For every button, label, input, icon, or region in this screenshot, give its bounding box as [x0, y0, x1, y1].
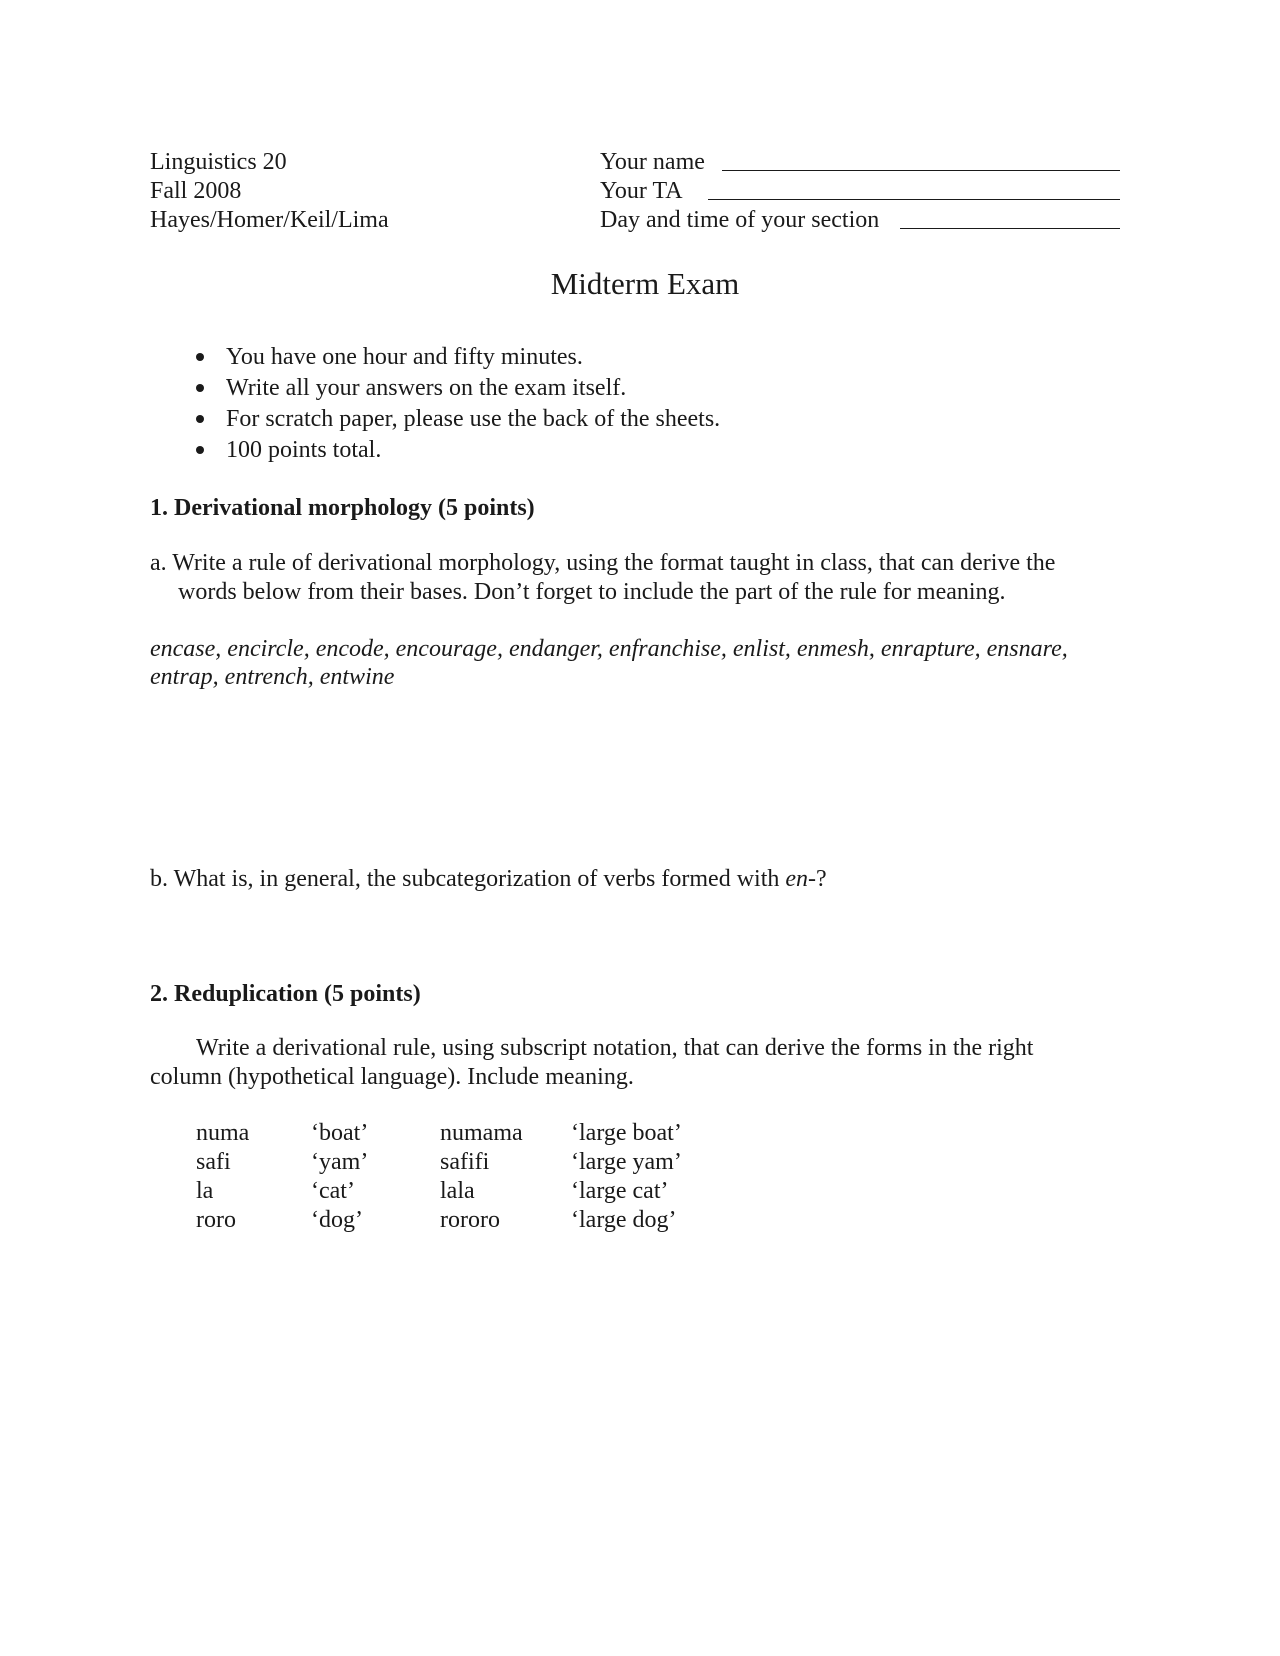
question-1a-line1: a. Write a rule of derivational morphology, using the format taught in class, that can derive the	[150, 550, 1056, 576]
base-gloss: ‘boat’	[311, 1120, 369, 1146]
base-form: safi	[196, 1149, 231, 1175]
section1-heading: 1. Derivational morphology (5 points)	[150, 495, 535, 521]
instruction-text: Write all your answers on the exam itself.	[226, 375, 627, 401]
ta-field-label: Your TA	[600, 178, 683, 204]
section2-heading: 2. Reduplication (5 points)	[150, 981, 421, 1007]
section-field-line[interactable]	[900, 228, 1120, 229]
section2-prompt-line1: Write a derivational rule, using subscript notation, that can derive the forms in the right	[196, 1035, 1034, 1061]
base-gloss: ‘yam’	[311, 1149, 369, 1175]
derived-gloss: ‘large cat’	[571, 1178, 669, 1204]
derived-form: rororo	[440, 1207, 500, 1233]
section-field-row	[600, 206, 1120, 235]
question-1b-end: ?	[816, 866, 827, 892]
student-info-fields	[600, 148, 1120, 235]
course-name: Linguistics 20	[150, 149, 287, 175]
name-field-line[interactable]	[722, 170, 1120, 171]
question-1b-text: b. What is, in general, the subcategorization of verbs formed with	[150, 866, 786, 892]
base-gloss: ‘dog’	[311, 1207, 363, 1233]
base-form: numa	[196, 1120, 250, 1146]
course-instructors: Hayes/Homer/Keil/Lima	[150, 207, 389, 233]
ta-field-row	[600, 177, 1120, 206]
name-field-row	[600, 148, 1120, 177]
instruction-text: You have one hour and fifty minutes.	[226, 344, 583, 370]
derived-gloss: ‘large yam’	[571, 1149, 682, 1175]
bullet-icon	[196, 446, 204, 454]
course-info	[150, 148, 389, 235]
base-form: roro	[196, 1207, 236, 1233]
question-1b	[150, 865, 827, 894]
word-list-line1: encase, encircle, encode, encourage, endanger, enfranchise, enlist, enmesh, enrapture, ensnare,	[150, 636, 1068, 662]
course-term: Fall 2008	[150, 178, 242, 204]
bullet-icon	[196, 384, 204, 392]
base-gloss: ‘cat’	[311, 1178, 355, 1204]
affix-en: en-	[785, 866, 817, 892]
derived-gloss: ‘large boat’	[571, 1120, 682, 1146]
derived-form: safifi	[440, 1149, 490, 1175]
section2-prompt-line2: column (hypothetical language). Include meaning.	[150, 1064, 634, 1090]
derived-form: lala	[440, 1178, 475, 1204]
name-field-label: Your name	[600, 149, 705, 175]
bullet-icon	[196, 353, 204, 361]
word-list-line2: entrap, entrench, entwine	[150, 664, 395, 690]
derived-form: numama	[440, 1120, 523, 1146]
instruction-text: For scratch paper, please use the back of the sheets.	[226, 406, 721, 432]
derived-gloss: ‘large dog’	[571, 1207, 677, 1233]
ta-field-line[interactable]	[708, 199, 1120, 200]
bullet-icon	[196, 415, 204, 423]
page-title: Midterm Exam	[550, 266, 740, 301]
base-form: la	[196, 1178, 214, 1204]
instruction-text: 100 points total.	[226, 437, 382, 463]
question-1a-line2: words below from their bases. Don’t forget to include the part of the rule for meaning.	[178, 579, 1006, 605]
section-field-label: Day and time of your section	[600, 207, 880, 233]
